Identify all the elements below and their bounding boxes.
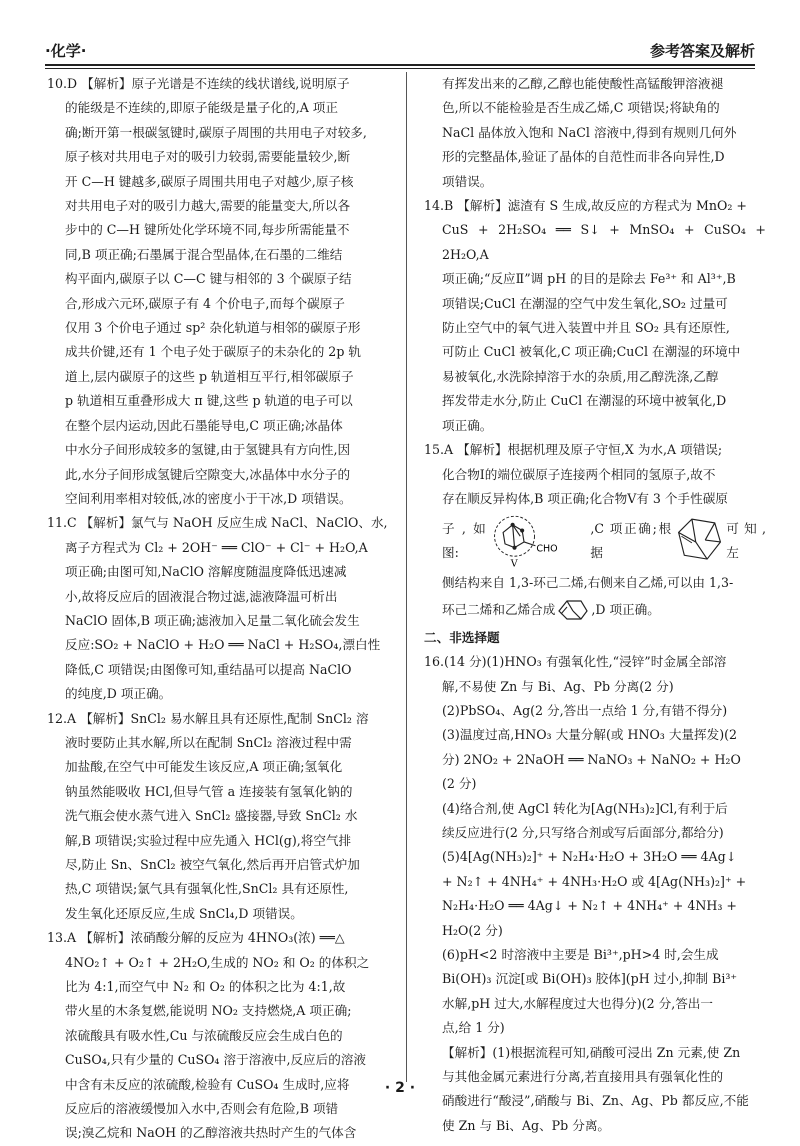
text-line: 存在顺反异构体,B 项正确;化合物Ⅴ有 3 个手性碳原 — [442, 490, 728, 506]
text-line: 此,水分子间形成氢键后空隙变大,冰晶体中水分子的 — [65, 466, 351, 482]
text-line: 侧结构来自 1,3-环己二烯,右侧来自乙烯,可以由 1,3- — [442, 575, 734, 591]
text-line: 开 C—H 键越多,碳原子周围共用电子对越少,原子核 — [65, 173, 354, 189]
text-line: 在整个层内运动,因此石墨能导电,C 项正确;冰晶体 — [65, 417, 343, 433]
text-line: 形的完整晶体,验证了晶体的自范性而非各向异性,D — [442, 149, 725, 165]
cho-label: CHO — [536, 543, 558, 555]
text-line: 易被氧化,水洗除掉溶于水的杂质,用乙醇洗涤,乙醇 — [442, 368, 719, 384]
text-line: 项正确。 — [442, 417, 493, 433]
text-fragment: 子,如图: — [442, 520, 486, 561]
text-line: CuSO₄,只有少量的 CuSO₄ 溶于溶液中,反应后的溶液 — [65, 1052, 367, 1068]
text-line: 点,给 1 分) — [442, 1020, 505, 1036]
page-header — [45, 40, 755, 62]
text-line: 续反应进行(2 分,只写络合剂或写后面部分,都给分) — [442, 824, 724, 840]
text-line: 14.B 【解析】滤渣有 S 生成,故反应的方程式为 MnO₂ + — [424, 198, 747, 214]
text-line: 反应后的溶液缓慢加入水中,否则会有危险,B 项错 — [65, 1101, 339, 1117]
compound-v-structure — [486, 512, 591, 570]
text-line: 挥发带走水分,防止 CuCl 在潮湿的环境中被氧化,D — [442, 393, 727, 409]
text-line: 12.A 【解析】SnCl₂ 易水解且具有还原性,配制 SnCl₂ 溶 — [47, 710, 369, 726]
text-line: 原子核对共用电子对的吸引力较弱,需要能量较少,断 — [65, 149, 351, 165]
text-line: 误;溴乙烷和 NaOH 的乙醇溶液共热时产生的气体含 — [65, 1125, 357, 1141]
text-line: CuS + 2H₂SO₄ ══ S↓ + MnSO₄ + CuSO₄ + 2H₂O,A — [442, 222, 766, 262]
text-line: (4)络合剂,使 AgCl 转化为[Ag(NH₃)₂]Cl,有利于后 — [442, 800, 728, 816]
text-line: 13.A 【解析】浓硝酸分解的反应为 4HNO₃(浓) ══△ — [47, 930, 345, 946]
text-line: 防止空气中的氧气进入装置中并且 SO₂ 具有还原性, — [442, 320, 730, 336]
text-line: 使 Zn 与 Bi、Ag、Pb 分离。 — [442, 1117, 611, 1133]
text-line: 水解,pH 过大,水解程度过大也得分)(2 分,答出一 — [442, 995, 713, 1011]
text-fragment: 可知,左 — [726, 520, 766, 561]
text-line: 比为 4:1,而空气中 N₂ 和 O₂ 的体积之比为 4:1,故 — [65, 979, 346, 995]
text-line: 仅用 3 个价电子通过 sp² 杂化轨道与相邻的碳原子形 — [65, 320, 361, 336]
text-line: (6)pH<2 时溶液中主要是 Bi³⁺,pH>4 时,会生成 — [442, 947, 719, 962]
figure-line-2 — [424, 596, 766, 624]
text-line: 项错误。 — [442, 173, 493, 189]
text-line: 的能级是不连续的,即原子能级是量子化的,A 项正 — [65, 100, 338, 116]
text-line: 尽,防止 Sn、SnCl₂ 被空气氧化,然后再开启管式炉加 — [65, 857, 360, 872]
text-line: 步中的 C—H 键所处化学环境不同,每步所需能量不 — [65, 222, 350, 238]
text-line: 小,故将反应后的固液混合物过滤,滤液降温可析出 — [65, 588, 338, 604]
text-line: NaClO 固体,B 项正确;滤液加入足量二氧化硫会发生 — [65, 612, 360, 628]
text-line: 与其他金属元素进行分离,若直接用具有强氧化性的 — [442, 1069, 724, 1085]
text-line: 道上,层内碳原子的这些 p 轨道相互平行,相邻碳原子 — [65, 368, 354, 384]
text-line: (3)温度过高,HNO₃ 大量分解(或 HNO₃ 大量挥发)(2 — [442, 727, 738, 743]
text-line: 项正确;由图可知,NaClO 溶解度随温度降低迅速减 — [65, 564, 347, 580]
text-line: (2)PbSO₄、Ag(2 分,答出一点给 1 分,有错不得分) — [442, 702, 728, 718]
header-rule-thin — [45, 68, 755, 69]
text-line: 空间利用率相对较低,冰的密度小于干冰,D 项错误。 — [65, 490, 352, 506]
text-line: 11.C 【解析】氯气与 NaOH 反应生成 NaCl、NaClO、水, — [47, 515, 388, 531]
text-line: NaCl 晶体放入饱和 NaCl 溶液中,得到有规则几何外 — [442, 124, 737, 140]
text-line: 可防止 CuCl 被氧化,C 项正确;CuCl 在潮湿的环境中 — [442, 344, 741, 360]
text-line: 15.A 【解析】根据机理及原子守恒,X 为水,A 项错误; — [424, 442, 723, 458]
text-line: + N₂↑ + 4NH₄⁺ + 4NH₃·H₂O 或 4[Ag(NH₃)₂]⁺ + — [442, 873, 747, 889]
text-line: 反应:SO₂ + NaClO + H₂O ══ NaCl + H₂SO₄,漂白性 — [65, 637, 381, 653]
text-line: 带火星的木条复燃,能说明 NO₂ 支持燃烧,A 项正确; — [65, 1003, 352, 1019]
text-line: 离子方程式为 Cl₂ + 2OH⁻ ══ ClO⁻ + Cl⁻ + H₂O,A — [65, 539, 368, 555]
text-line: 解,不易使 Zn 与 Bi、Ag、Pb 分离(2 分) — [442, 678, 674, 694]
text-line: 洗气瓶会使水蒸气进入 SnCl₂ 盛接器,导致 SnCl₂ 水 — [65, 808, 358, 824]
bicyclooctene-structure — [555, 597, 591, 623]
text-line: 中水分子间形成较多的氢键,由于氢键具有方向性,因 — [65, 442, 351, 458]
text-line: 确;断开第一根碳氢键时,碳原子周围的共用电子对较多, — [65, 124, 367, 140]
text-line: 合,形成六元环,碳原子有 4 个价电子,而每个碳原子 — [65, 295, 345, 311]
text-line: p 轨道相互重叠形成大 π 键,这些 p 轨道的电子可以 — [65, 393, 353, 409]
text-line: (2 分) — [442, 776, 477, 792]
right-column — [424, 72, 766, 1138]
text-line: 化合物Ⅰ的端位碳原子连接两个相同的氢原子,故不 — [442, 466, 716, 482]
text-line: 色,所以不能检验是否生成乙烯,C 项错误;将缺角的 — [442, 100, 720, 116]
text-line: 中含有未反应的浓硫酸,检验有 CuSO₄ 生成时,应将 — [65, 1076, 350, 1092]
text-line: 成共价键,还有 1 个电子处于碳原子的未杂化的 2p 轨 — [65, 344, 361, 360]
figure-line-1 — [424, 511, 766, 571]
text-fragment: ,C 项正确;根据 — [590, 520, 672, 561]
text-line: 有挥发出来的乙醇,乙醇也能使酸性高锰酸钾溶液褪 — [442, 76, 724, 91]
header-rule-thick — [45, 64, 755, 66]
text-line: 分) 2NO₂ + 2NaOH ══ NaNO₃ + NaNO₂ + H₂O — [442, 751, 741, 767]
text-line: 项错误;CuCl 在潮湿的空气中发生氧化,SO₂ 过量可 — [442, 295, 728, 311]
text-line: 加盐酸,在空气中可能发生该反应,A 项正确;氢氧化 — [65, 759, 343, 775]
subject-label: ·化学· — [45, 42, 87, 60]
text-line: N₂H₄·H₂O ══ 4Ag↓ + N₂↑ + 4NH₄⁺ + 4NH₃ + — [442, 898, 737, 914]
page-number: · 2 · — [384, 1080, 416, 1096]
text-line: 钠虽然能吸收 HCl,但导气管 a 连接装有氢氧化钠的 — [65, 783, 353, 799]
section-label: 参考答案及解析 — [649, 42, 755, 60]
section-title: 二、非选择题 — [424, 629, 500, 645]
text-fragment: ,D 项正确。 — [591, 601, 660, 617]
text-line: 构平面内,碳原子以 C—C 键与相邻的 3 个碳原子结 — [65, 271, 352, 287]
text-line: 同,B 项正确;石墨属于混合型晶体,在石墨的二维结 — [65, 246, 343, 262]
text-line: H₂O(2 分) — [442, 922, 503, 938]
text-line: 液时要防止其水解,所以在配制 SnCl₂ 溶液过程中需 — [65, 734, 352, 750]
text-line: 项正确;“反应Ⅱ”调 pH 的目的是除去 Fe³⁺ 和 Al³⁺,B — [442, 271, 736, 287]
text-line: 硝酸进行“酸浸”,硝酸与 Bi、Zn、Ag、Pb 都反应,不能 — [442, 1093, 749, 1109]
text-line: 发生氧化还原反应,生成 SnCl₄,D 项错误。 — [65, 905, 303, 921]
left-column — [47, 72, 393, 1146]
text-line: 16.(14 分)(1)HNO₃ 有强氧化性,“浸锌”时金属全部溶 — [424, 654, 727, 670]
text-line: 4NO₂↑ + O₂↑ + 2H₂O,生成的 NO₂ 和 O₂ 的体积之 — [65, 954, 370, 970]
text-line: 对共用电子对的吸引力越大,需要的能量变大,所以各 — [65, 198, 351, 214]
column-divider — [406, 72, 407, 1082]
text-line: 10.D 【解析】原子光谱是不连续的线状谱线,说明原子 — [47, 76, 350, 91]
bicyclic-structure — [671, 512, 726, 570]
text-line: 降低,C 项错误;由图像可知,重结晶可以提高 NaClO — [65, 661, 352, 677]
text-line: 浓硫酸具有吸水性,Cu 与浓硫酸反应会生成白色的 — [65, 1027, 343, 1043]
text-fragment: 环己二烯和乙烯合成 — [442, 601, 556, 617]
text-line: (5)4[Ag(NH₃)₂]⁺ + N₂H₄·H₂O + 3H₂O ══ 4Ag↓ — [442, 849, 737, 865]
text-line: 解,B 项错误;实验过程中应先通入 HCl(g),将空气排 — [65, 832, 352, 848]
text-line: Bi(OH)₃ 沉淀[或 Bi(OH)₃ 胶体](pH 过小,抑制 Bi³⁺ — [442, 971, 738, 987]
v-label: V — [510, 558, 518, 570]
text-line: 【解析】(1)根据流程可知,硝酸可浸出 Zn 元素,使 Zn — [442, 1044, 741, 1060]
text-line: 热,C 项错误;氯气具有强氧化性,SnCl₂ 具有还原性, — [65, 881, 349, 897]
text-line: 的纯度,D 项正确。 — [65, 686, 172, 702]
